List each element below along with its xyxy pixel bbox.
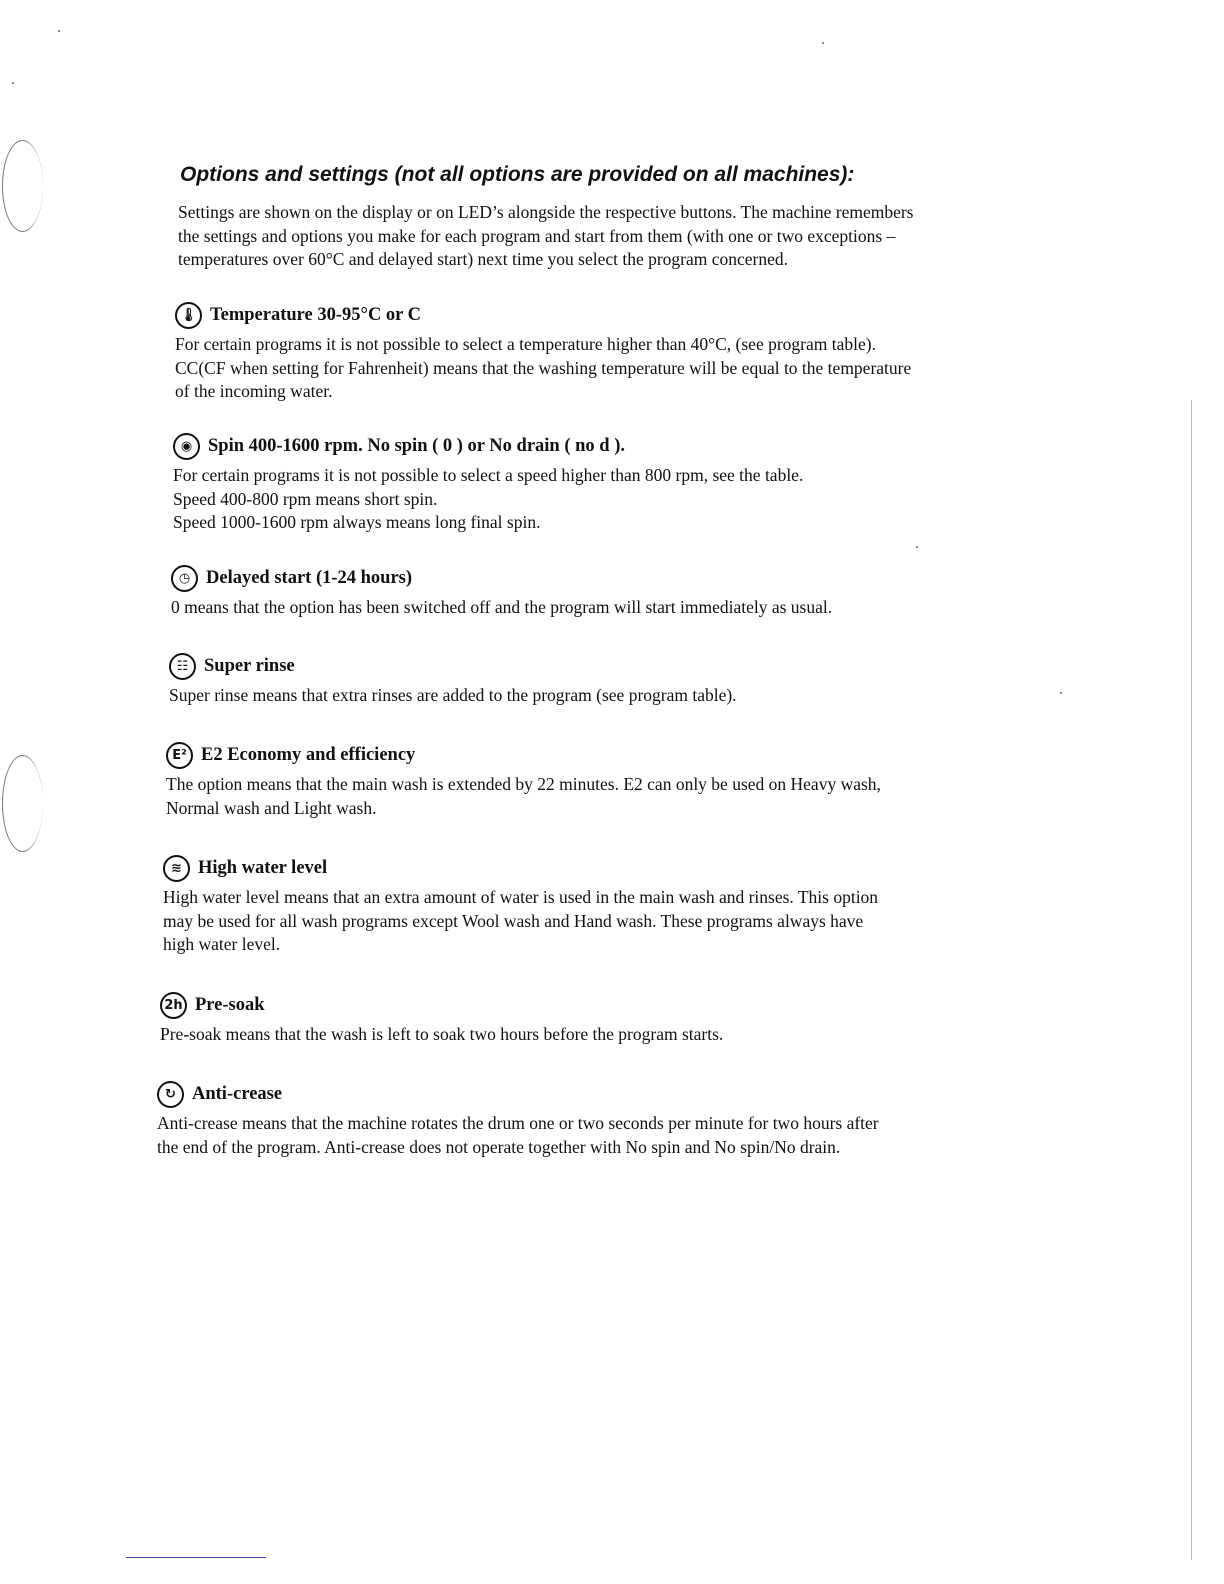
option-line: The option means that the main wash is extended by 22 minutes. E2 can only be used on Heavy wash, bbox=[166, 774, 881, 794]
option-title: Pre-soak bbox=[195, 994, 265, 1015]
option-super-rinse bbox=[169, 650, 1049, 708]
option-spin bbox=[173, 430, 1053, 535]
page-heading: Options and settings (not all options are provided on all machines): bbox=[180, 163, 855, 186]
scan-artifact-dot bbox=[1060, 692, 1062, 694]
option-title: Super rinse bbox=[204, 655, 295, 676]
option-title: E2 Economy and efficiency bbox=[201, 744, 416, 765]
spin-icon: ◉ bbox=[173, 433, 200, 460]
intro-line: temperatures over 60°C and delayed start) next time you select the program concerned. bbox=[178, 249, 789, 269]
footnote-rule bbox=[126, 1557, 266, 1558]
intro-line: the settings and options you make for each program and start from them (with one or two exceptions – bbox=[178, 225, 896, 246]
option-line: CC(CF when setting for Fahrenheit) means that the washing temperature will be equal to the temperature bbox=[175, 357, 912, 378]
option-title: Anti-crease bbox=[192, 1083, 283, 1104]
option-line: Normal wash and Light wash. bbox=[166, 797, 377, 818]
economy-icon: E² bbox=[166, 742, 193, 769]
option-line: the end of the program. Anti-crease does not operate together with No spin and No spin/No drain. bbox=[157, 1136, 841, 1157]
option-title: Spin 400-1600 rpm. No spin ( 0 ) or No drain ( no d ). bbox=[208, 435, 625, 456]
clock-icon: ◷ bbox=[171, 565, 198, 592]
scan-artifact-edge-line bbox=[1191, 400, 1192, 1560]
scan-artifact-dot bbox=[916, 546, 918, 548]
option-line: Anti-crease means that the machine rotates the drum one or two seconds per minute for two hours after bbox=[157, 1113, 879, 1133]
option-high-water bbox=[163, 852, 1043, 957]
temperature-icon: 🌡 bbox=[175, 302, 202, 329]
pre-soak-icon: 2h bbox=[160, 992, 187, 1019]
option-title: High water level bbox=[198, 857, 328, 878]
high-water-icon: ≋ bbox=[163, 855, 190, 882]
intro-line: Settings are shown on the display or on LED’s alongside the respective buttons. The machine remembers bbox=[178, 202, 914, 222]
option-anti-crease bbox=[157, 1078, 1037, 1159]
scan-artifact-dot bbox=[12, 82, 14, 84]
option-line: high water level. bbox=[163, 934, 281, 954]
option-line: For certain programs it is not possible to select a temperature higher than 40°C, (see program table). bbox=[175, 334, 876, 354]
option-line: Speed 400-800 rpm means short spin. bbox=[173, 488, 438, 509]
scan-artifact-arc-top bbox=[2, 140, 43, 232]
anti-crease-icon: ↻ bbox=[157, 1081, 184, 1108]
option-title: Temperature 30-95°C or C bbox=[210, 304, 422, 325]
option-line: 0 means that the option has been switched off and the program will start immediately as usual. bbox=[171, 597, 833, 617]
intro-paragraph bbox=[178, 201, 1048, 272]
scan-artifact-dot bbox=[58, 30, 60, 32]
option-line: Pre-soak means that the wash is left to soak two hours before the program starts. bbox=[160, 1024, 724, 1044]
super-rinse-icon: ☷ bbox=[169, 653, 196, 680]
option-line: may be used for all wash programs except Wool wash and Hand wash. These programs always have bbox=[163, 910, 864, 931]
option-line: of the incoming water. bbox=[175, 381, 333, 401]
scan-artifact-dot bbox=[822, 42, 824, 44]
option-line: For certain programs it is not possible to select a speed higher than 800 rpm, see the table. bbox=[173, 465, 804, 485]
option-line: High water level means that an extra amount of water is used in the main wash and rinses. This option bbox=[163, 887, 879, 907]
scan-artifact-arc-bottom bbox=[2, 755, 43, 852]
option-temperature bbox=[175, 299, 1055, 404]
option-economy bbox=[166, 739, 1046, 820]
option-pre-soak bbox=[160, 989, 1040, 1047]
option-line: Super rinse means that extra rinses are added to the program (see program table). bbox=[169, 685, 737, 705]
option-delayed-start bbox=[171, 562, 1051, 620]
option-title: Delayed start (1-24 hours) bbox=[206, 567, 413, 588]
option-line: Speed 1000-1600 rpm always means long final spin. bbox=[173, 512, 541, 532]
